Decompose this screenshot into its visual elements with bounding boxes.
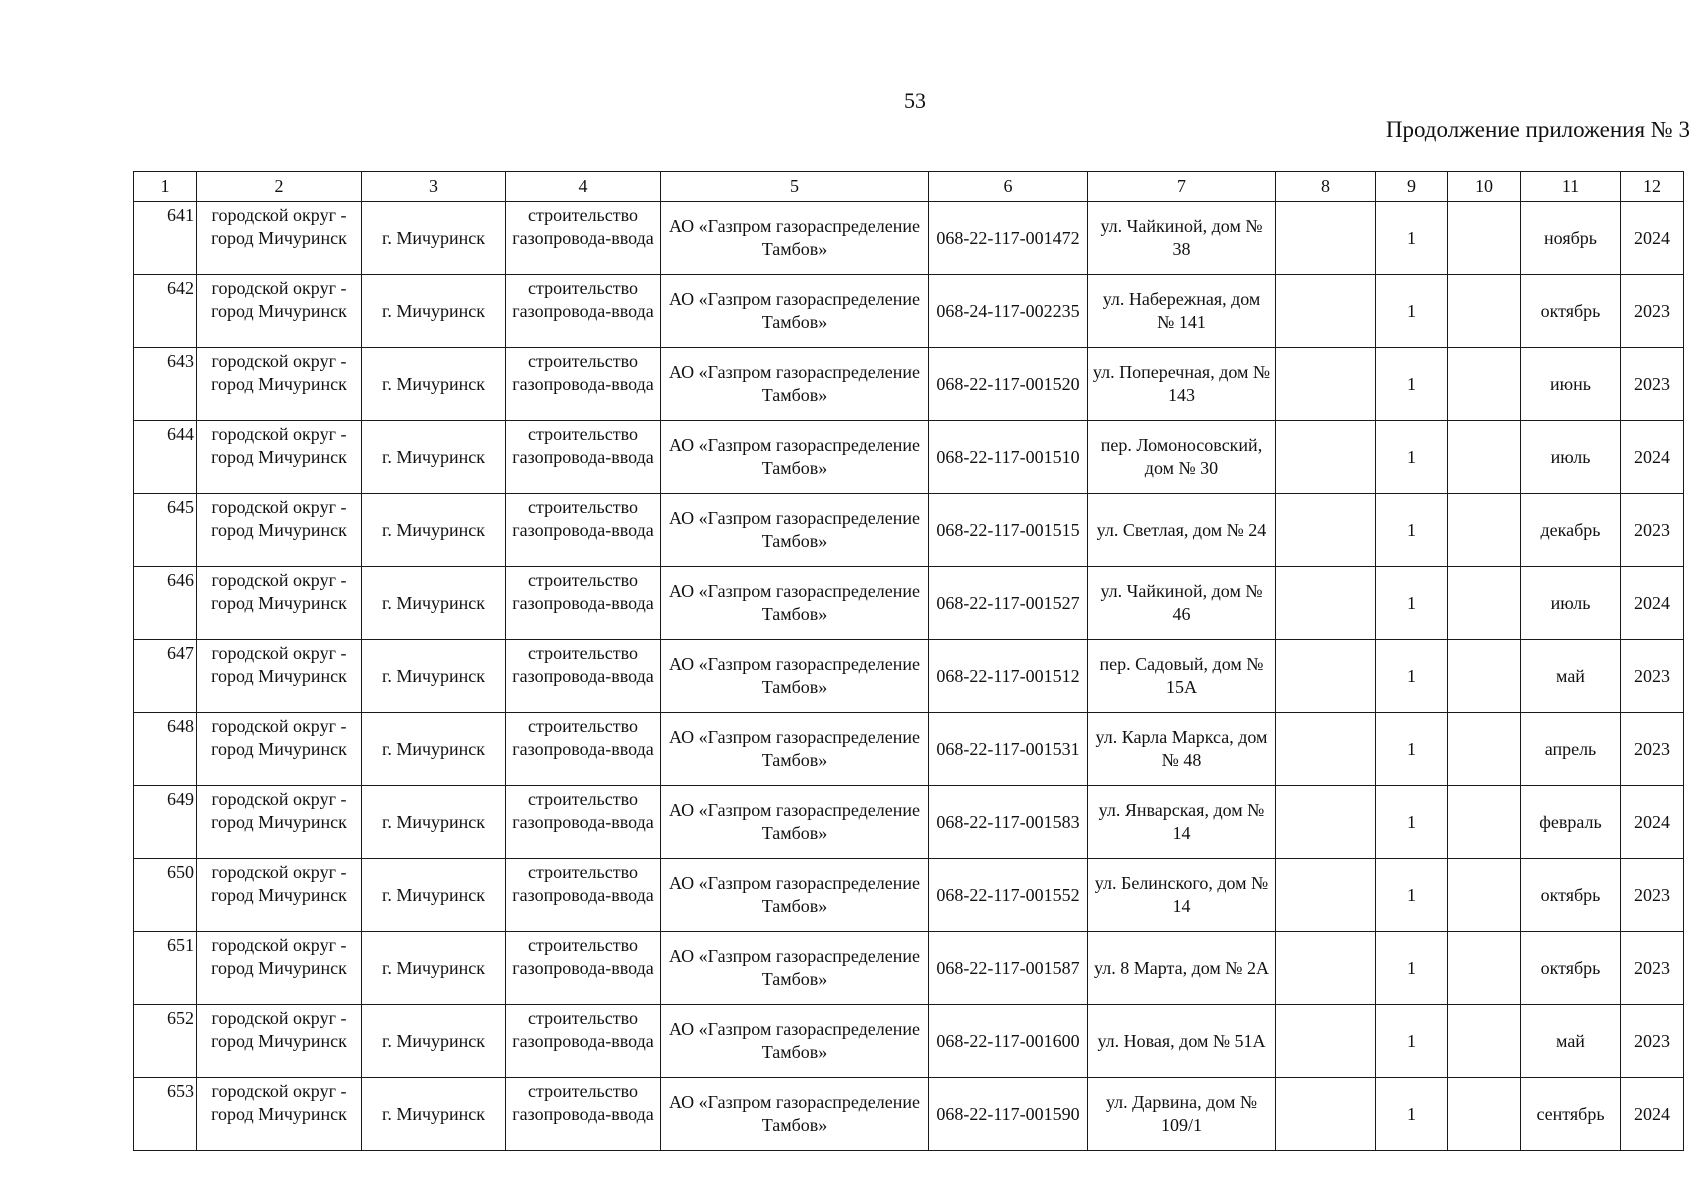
row-number-cell: 646 — [134, 567, 197, 640]
quantity-cell: 1 — [1376, 932, 1448, 1005]
district-cell: городской округ - город Мичуринск — [197, 1005, 362, 1078]
table-row — [134, 421, 1684, 494]
work-type-cell: строительство газопровода-ввода — [506, 786, 661, 859]
object-code-cell: 068-22-117-001515 — [929, 494, 1088, 567]
column-8-cell — [1276, 1078, 1376, 1151]
page-number: 53 — [904, 88, 926, 113]
organization-cell: АО «Газпром газораспределение Тамбов» — [661, 859, 929, 932]
work-type-cell: строительство газопровода-ввода — [506, 421, 661, 494]
column-10-cell — [1448, 1078, 1521, 1151]
row-number-cell: 645 — [134, 494, 197, 567]
object-code-cell: 068-22-117-001512 — [929, 640, 1088, 713]
month-cell: июль — [1521, 567, 1621, 640]
row-number-cell: 652 — [134, 1005, 197, 1078]
address-cell: ул. Январская, дом № 14 — [1088, 786, 1276, 859]
month-cell: октябрь — [1521, 859, 1621, 932]
header-cell: 12 — [1621, 172, 1684, 202]
organization-cell: АО «Газпром газораспределение Тамбов» — [661, 202, 929, 275]
column-8-cell — [1276, 421, 1376, 494]
column-8-cell — [1276, 567, 1376, 640]
column-10-cell — [1448, 932, 1521, 1005]
column-8-cell — [1276, 494, 1376, 567]
table-row — [134, 859, 1684, 932]
month-cell: июнь — [1521, 348, 1621, 421]
column-8-cell — [1276, 859, 1376, 932]
table-row — [134, 275, 1684, 348]
district-cell: городской округ - город Мичуринск — [197, 567, 362, 640]
work-type-cell: строительство газопровода-ввода — [506, 494, 661, 567]
year-cell: 2023 — [1621, 348, 1684, 421]
address-cell: ул. Белинского, дом № 14 — [1088, 859, 1276, 932]
work-type-cell: строительство газопровода-ввода — [506, 1005, 661, 1078]
city-cell: г. Мичуринск — [362, 494, 506, 567]
organization-cell: АО «Газпром газораспределение Тамбов» — [661, 421, 929, 494]
object-code-cell: 068-22-117-001583 — [929, 786, 1088, 859]
district-cell: городской округ - город Мичуринск — [197, 275, 362, 348]
quantity-cell: 1 — [1376, 713, 1448, 786]
header-cell: 2 — [197, 172, 362, 202]
district-cell: городской округ - город Мичуринск — [197, 713, 362, 786]
city-cell: г. Мичуринск — [362, 348, 506, 421]
object-code-cell: 068-22-117-001527 — [929, 567, 1088, 640]
table-row — [134, 348, 1684, 421]
year-cell: 2023 — [1621, 932, 1684, 1005]
table-row — [134, 494, 1684, 567]
object-code-cell: 068-22-117-001531 — [929, 713, 1088, 786]
city-cell: г. Мичуринск — [362, 202, 506, 275]
organization-cell: АО «Газпром газораспределение Тамбов» — [661, 640, 929, 713]
month-cell: май — [1521, 1005, 1621, 1078]
data-table — [133, 171, 1684, 1151]
organization-cell: АО «Газпром газораспределение Тамбов» — [661, 494, 929, 567]
row-number-cell: 648 — [134, 713, 197, 786]
district-cell: городской округ - город Мичуринск — [197, 494, 362, 567]
column-8-cell — [1276, 786, 1376, 859]
row-number-cell: 653 — [134, 1078, 197, 1151]
row-number-cell: 647 — [134, 640, 197, 713]
year-cell: 2023 — [1621, 640, 1684, 713]
month-cell: июль — [1521, 421, 1621, 494]
table-row — [134, 932, 1684, 1005]
city-cell: г. Мичуринск — [362, 1005, 506, 1078]
quantity-cell: 1 — [1376, 1005, 1448, 1078]
header-cell: 5 — [661, 172, 929, 202]
organization-cell: АО «Газпром газораспределение Тамбов» — [661, 713, 929, 786]
row-number-cell: 644 — [134, 421, 197, 494]
month-cell: октябрь — [1521, 275, 1621, 348]
quantity-cell: 1 — [1376, 348, 1448, 421]
header-cell: 8 — [1276, 172, 1376, 202]
quantity-cell: 1 — [1376, 1078, 1448, 1151]
quantity-cell: 1 — [1376, 421, 1448, 494]
row-number-cell: 650 — [134, 859, 197, 932]
organization-cell: АО «Газпром газораспределение Тамбов» — [661, 786, 929, 859]
district-cell: городской округ - город Мичуринск — [197, 421, 362, 494]
quantity-cell: 1 — [1376, 275, 1448, 348]
column-10-cell — [1448, 202, 1521, 275]
city-cell: г. Мичуринск — [362, 567, 506, 640]
column-10-cell — [1448, 1005, 1521, 1078]
row-number-cell: 649 — [134, 786, 197, 859]
city-cell: г. Мичуринск — [362, 786, 506, 859]
work-type-cell: строительство газопровода-ввода — [506, 713, 661, 786]
year-cell: 2023 — [1621, 859, 1684, 932]
header-cell: 3 — [362, 172, 506, 202]
column-10-cell — [1448, 713, 1521, 786]
city-cell: г. Мичуринск — [362, 1078, 506, 1151]
header-cell: 9 — [1376, 172, 1448, 202]
year-cell: 2023 — [1621, 275, 1684, 348]
year-cell: 2024 — [1621, 786, 1684, 859]
organization-cell: АО «Газпром газораспределение Тамбов» — [661, 1078, 929, 1151]
quantity-cell: 1 — [1376, 640, 1448, 713]
year-cell: 2024 — [1621, 1078, 1684, 1151]
column-8-cell — [1276, 640, 1376, 713]
work-type-cell: строительство газопровода-ввода — [506, 202, 661, 275]
district-cell: городской округ - город Мичуринск — [197, 932, 362, 1005]
row-number-cell: 642 — [134, 275, 197, 348]
month-cell: декабрь — [1521, 494, 1621, 567]
work-type-cell: строительство газопровода-ввода — [506, 567, 661, 640]
object-code-cell: 068-22-117-001510 — [929, 421, 1088, 494]
page-heading: Продолжение приложения № 3 — [1385, 117, 1690, 142]
column-8-cell — [1276, 932, 1376, 1005]
address-cell: ул. Набережная, дом № 141 — [1088, 275, 1276, 348]
month-cell: апрель — [1521, 713, 1621, 786]
city-cell: г. Мичуринск — [362, 932, 506, 1005]
header-cell: 6 — [929, 172, 1088, 202]
work-type-cell: строительство газопровода-ввода — [506, 1078, 661, 1151]
quantity-cell: 1 — [1376, 567, 1448, 640]
row-number-cell: 641 — [134, 202, 197, 275]
year-cell: 2023 — [1621, 1005, 1684, 1078]
object-code-cell: 068-22-117-001520 — [929, 348, 1088, 421]
year-cell: 2024 — [1621, 421, 1684, 494]
column-8-cell — [1276, 1005, 1376, 1078]
row-number-cell: 643 — [134, 348, 197, 421]
month-cell: сентябрь — [1521, 1078, 1621, 1151]
work-type-cell: строительство газопровода-ввода — [506, 640, 661, 713]
column-10-cell — [1448, 494, 1521, 567]
year-cell: 2024 — [1621, 567, 1684, 640]
month-cell: май — [1521, 640, 1621, 713]
column-8-cell — [1276, 713, 1376, 786]
table-row — [134, 202, 1684, 275]
city-cell: г. Мичуринск — [362, 640, 506, 713]
month-cell: ноябрь — [1521, 202, 1621, 275]
column-10-cell — [1448, 567, 1521, 640]
address-cell: ул. Светлая, дом № 24 — [1088, 494, 1276, 567]
month-cell: октябрь — [1521, 932, 1621, 1005]
column-8-cell — [1276, 348, 1376, 421]
row-number-cell: 651 — [134, 932, 197, 1005]
organization-cell: АО «Газпром газораспределение Тамбов» — [661, 567, 929, 640]
organization-cell: АО «Газпром газораспределение Тамбов» — [661, 1005, 929, 1078]
table-row — [134, 713, 1684, 786]
work-type-cell: строительство газопровода-ввода — [506, 348, 661, 421]
work-type-cell: строительство газопровода-ввода — [506, 932, 661, 1005]
address-cell: ул. Карла Маркса, дом № 48 — [1088, 713, 1276, 786]
table-row — [134, 640, 1684, 713]
city-cell: г. Мичуринск — [362, 859, 506, 932]
object-code-cell: 068-22-117-001600 — [929, 1005, 1088, 1078]
column-8-cell — [1276, 202, 1376, 275]
column-10-cell — [1448, 640, 1521, 713]
district-cell: городской округ - город Мичуринск — [197, 202, 362, 275]
quantity-cell: 1 — [1376, 786, 1448, 859]
table-header — [134, 172, 1684, 202]
object-code-cell: 068-22-117-001552 — [929, 859, 1088, 932]
object-code-cell: 068-24-117-002235 — [929, 275, 1088, 348]
column-10-cell — [1448, 786, 1521, 859]
header-cell: 10 — [1448, 172, 1521, 202]
header-cell: 1 — [134, 172, 197, 202]
year-cell: 2023 — [1621, 494, 1684, 567]
column-10-cell — [1448, 859, 1521, 932]
object-code-cell: 068-22-117-001590 — [929, 1078, 1088, 1151]
address-cell: ул. Чайкиной, дом № 46 — [1088, 567, 1276, 640]
address-cell: ул. Новая, дом № 51А — [1088, 1005, 1276, 1078]
header-cell: 11 — [1521, 172, 1621, 202]
column-10-cell — [1448, 421, 1521, 494]
header-cell: 4 — [506, 172, 661, 202]
table-row — [134, 786, 1684, 859]
work-type-cell: строительство газопровода-ввода — [506, 275, 661, 348]
organization-cell: АО «Газпром газораспределение Тамбов» — [661, 275, 929, 348]
object-code-cell: 068-22-117-001587 — [929, 932, 1088, 1005]
quantity-cell: 1 — [1376, 494, 1448, 567]
table-row — [134, 567, 1684, 640]
table-row — [134, 1078, 1684, 1151]
city-cell: г. Мичуринск — [362, 421, 506, 494]
header-cell: 7 — [1088, 172, 1276, 202]
work-type-cell: строительство газопровода-ввода — [506, 859, 661, 932]
column-10-cell — [1448, 348, 1521, 421]
data-table-container — [133, 171, 1683, 1151]
district-cell: городской округ - город Мичуринск — [197, 1078, 362, 1151]
table-body — [134, 202, 1684, 1151]
object-code-cell: 068-22-117-001472 — [929, 202, 1088, 275]
column-10-cell — [1448, 275, 1521, 348]
address-cell: ул. 8 Марта, дом № 2А — [1088, 932, 1276, 1005]
month-cell: февраль — [1521, 786, 1621, 859]
organization-cell: АО «Газпром газораспределение Тамбов» — [661, 932, 929, 1005]
district-cell: городской округ - город Мичуринск — [197, 640, 362, 713]
address-cell: ул. Дарвина, дом № 109/1 — [1088, 1078, 1276, 1151]
quantity-cell: 1 — [1376, 202, 1448, 275]
table-row — [134, 1005, 1684, 1078]
district-cell: городской округ - город Мичуринск — [197, 859, 362, 932]
district-cell: городской округ - город Мичуринск — [197, 786, 362, 859]
address-cell: ул. Чайкиной, дом № 38 — [1088, 202, 1276, 275]
address-cell: ул. Поперечная, дом № 143 — [1088, 348, 1276, 421]
year-cell: 2023 — [1621, 713, 1684, 786]
year-cell: 2024 — [1621, 202, 1684, 275]
city-cell: г. Мичуринск — [362, 713, 506, 786]
address-cell: пер. Ломоносовский, дом № 30 — [1088, 421, 1276, 494]
district-cell: городской округ - город Мичуринск — [197, 348, 362, 421]
city-cell: г. Мичуринск — [362, 275, 506, 348]
column-8-cell — [1276, 275, 1376, 348]
header-row — [134, 172, 1684, 202]
organization-cell: АО «Газпром газораспределение Тамбов» — [661, 348, 929, 421]
quantity-cell: 1 — [1376, 859, 1448, 932]
address-cell: пер. Садовый, дом № 15А — [1088, 640, 1276, 713]
